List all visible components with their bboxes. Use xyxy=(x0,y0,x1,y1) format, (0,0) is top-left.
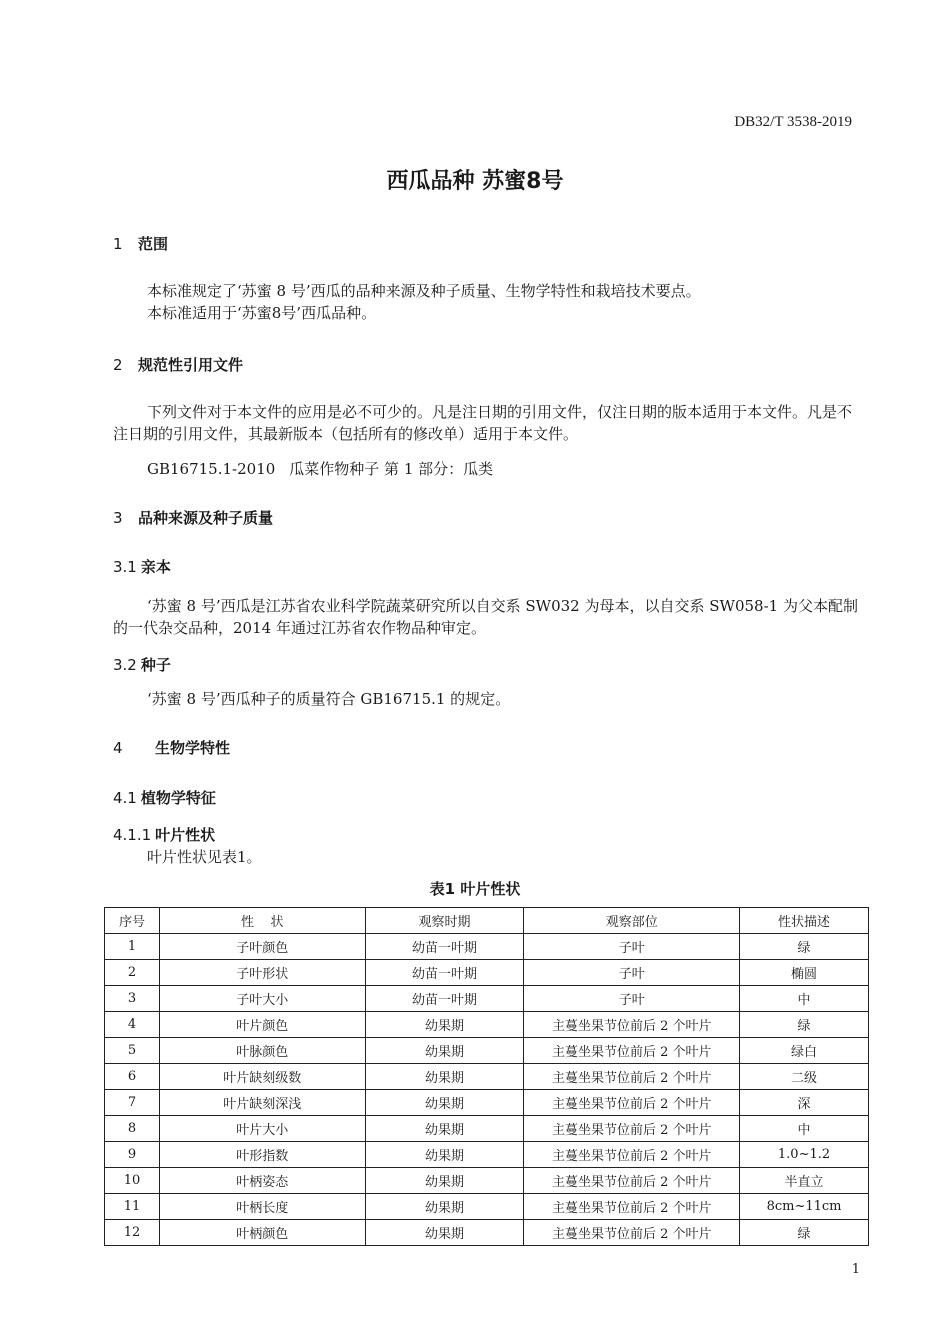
table-caption: 表1 叶片性状 xyxy=(429,880,521,898)
section-number: 2 xyxy=(113,356,123,374)
column-header: 序号 xyxy=(105,908,160,934)
table-cell: 深 xyxy=(740,1090,869,1116)
table-cell: 6 xyxy=(105,1064,160,1090)
table-cell: 11 xyxy=(105,1194,160,1220)
table-cell: 1.0~1.2 xyxy=(740,1142,869,1168)
table-cell: 幼果期 xyxy=(365,1038,524,1064)
table-cell: 中 xyxy=(740,986,869,1012)
table-cell: 叶片大小 xyxy=(159,1116,365,1142)
table-row xyxy=(105,1038,869,1064)
normative-reference xyxy=(147,458,507,479)
table-row xyxy=(105,1142,869,1168)
table-cell: 主蔓坐果节位前后 2 个叶片 xyxy=(524,1194,740,1220)
table-cell: 主蔓坐果节位前后 2 个叶片 xyxy=(524,1116,740,1142)
table-cell: 幼苗一叶期 xyxy=(365,960,524,986)
table-cell: 幼果期 xyxy=(365,1116,524,1142)
table-cell: 1 xyxy=(105,934,160,960)
table-cell: 2 xyxy=(105,960,160,986)
table-cell: 9 xyxy=(105,1142,160,1168)
section-4-1-heading xyxy=(113,787,216,808)
table-cell: 叶柄长度 xyxy=(159,1194,365,1220)
table-row xyxy=(105,986,869,1012)
table-cell: 中 xyxy=(740,1116,869,1142)
section-3-1-heading xyxy=(113,556,171,577)
table-cell: 12 xyxy=(105,1220,160,1246)
table-cell: 幼果期 xyxy=(365,1012,524,1038)
table-cell: 叶形指数 xyxy=(159,1142,365,1168)
table-row xyxy=(105,1064,869,1090)
table-cell: 子叶 xyxy=(524,934,740,960)
section-4-1-1-heading xyxy=(113,824,215,845)
section-2-heading xyxy=(113,354,243,375)
table-cell: 叶柄颜色 xyxy=(159,1220,365,1246)
table-cell: 主蔓坐果节位前后 2 个叶片 xyxy=(524,1142,740,1168)
section-title: 亲本 xyxy=(140,558,171,576)
table-cell: 子叶大小 xyxy=(159,986,365,1012)
table-cell: 叶片缺刻级数 xyxy=(159,1064,365,1090)
table-cell: 叶片颜色 xyxy=(159,1012,365,1038)
section-4-1-1-paragraph: 叶片性状见表1。 xyxy=(147,848,262,866)
table-cell: 二级 xyxy=(740,1064,869,1090)
table-cell: 主蔓坐果节位前后 2 个叶片 xyxy=(524,1168,740,1194)
table-cell: 幼苗一叶期 xyxy=(365,934,524,960)
table-cell: 5 xyxy=(105,1038,160,1064)
section-3-1-paragraph: ‘苏蜜 8 号’西瓜是江苏省农业科学院蔬菜研究所以自交系 SW032 为母本，以自交系 SW058-1 为父本配制的一代杂交品种，2014 年通过江苏省农作物品种审定。 xyxy=(113,597,858,637)
table-cell: 幼果期 xyxy=(365,1220,524,1246)
section-3-2-paragraph: ‘苏蜜 8 号’西瓜种子的质量符合 GB16715.1 的规定。 xyxy=(147,690,511,708)
standard-code: DB32/T 3538-2019 xyxy=(734,114,852,130)
table-cell: 8 xyxy=(105,1116,160,1142)
table-cell: 主蔓坐果节位前后 2 个叶片 xyxy=(524,1038,740,1064)
table-cell: 子叶颜色 xyxy=(159,934,365,960)
table-cell: 绿 xyxy=(740,934,869,960)
table-cell: 幼果期 xyxy=(365,1142,524,1168)
column-header: 性 状 xyxy=(159,908,365,934)
table-cell: 半直立 xyxy=(740,1168,869,1194)
table-row xyxy=(105,1116,869,1142)
section-1-paragraph-2: 本标准适用于‘苏蜜8号’西瓜品种。 xyxy=(147,304,377,322)
section-number: 3 xyxy=(113,509,123,527)
table-cell: 子叶 xyxy=(524,986,740,1012)
table-cell: 幼果期 xyxy=(365,1064,524,1090)
table-cell: 幼果期 xyxy=(365,1168,524,1194)
table-cell: 主蔓坐果节位前后 2 个叶片 xyxy=(524,1090,740,1116)
table-cell: 绿白 xyxy=(740,1038,869,1064)
table-header-row xyxy=(105,908,869,934)
table-cell: 主蔓坐果节位前后 2 个叶片 xyxy=(524,1012,740,1038)
section-title: 植物学特征 xyxy=(140,789,216,807)
table-cell: 叶柄姿态 xyxy=(159,1168,365,1194)
table-cell: 3 xyxy=(105,986,160,1012)
reference-title: 瓜菜作物种子 第 1 部分：瓜类 xyxy=(289,460,494,478)
table-cell: 幼果期 xyxy=(365,1194,524,1220)
table-cell: 绿 xyxy=(740,1012,869,1038)
section-4-heading xyxy=(113,737,230,758)
table-row xyxy=(105,1168,869,1194)
table-cell: 子叶形状 xyxy=(159,960,365,986)
section-number: 4 xyxy=(113,739,123,757)
leaf-traits-table xyxy=(104,907,869,1246)
table-cell: 幼苗一叶期 xyxy=(365,986,524,1012)
table-cell: 4 xyxy=(105,1012,160,1038)
reference-code: GB16715.1-2010 xyxy=(147,460,276,478)
section-title: 生物学特性 xyxy=(155,739,231,757)
section-3-2-heading xyxy=(113,654,171,675)
table-cell: 8cm~11cm xyxy=(740,1194,869,1220)
table-row xyxy=(105,934,869,960)
section-1-heading xyxy=(113,233,168,254)
table-row xyxy=(105,1194,869,1220)
table-cell: 主蔓坐果节位前后 2 个叶片 xyxy=(524,1064,740,1090)
section-3-heading xyxy=(113,507,273,528)
column-header: 性状描述 xyxy=(740,908,869,934)
section-1-paragraph-1: 本标准规定了‘苏蜜 8 号’西瓜的品种来源及种子质量、生物学特性和栽培技术要点。 xyxy=(147,282,701,300)
section-title: 规范性引用文件 xyxy=(138,356,244,374)
section-title: 范围 xyxy=(138,235,169,253)
document-title: 西瓜品种 苏蜜8号 xyxy=(386,169,564,194)
table-row xyxy=(105,960,869,986)
section-title: 叶片性状 xyxy=(155,826,216,844)
table-cell: 椭圆 xyxy=(740,960,869,986)
section-number: 3.2 xyxy=(113,656,137,674)
column-header: 观察时期 xyxy=(365,908,524,934)
table-cell: 主蔓坐果节位前后 2 个叶片 xyxy=(524,1220,740,1246)
column-header: 观察部位 xyxy=(524,908,740,934)
table-row xyxy=(105,1220,869,1246)
section-number: 4.1 xyxy=(113,789,137,807)
table-row xyxy=(105,1012,869,1038)
table-cell: 子叶 xyxy=(524,960,740,986)
table-cell: 叶片缺刻深浅 xyxy=(159,1090,365,1116)
table-row xyxy=(105,1090,869,1116)
section-title: 品种来源及种子质量 xyxy=(138,509,274,527)
page-number: 1 xyxy=(851,1262,860,1277)
section-number: 3.1 xyxy=(113,558,137,576)
table-cell: 叶脉颜色 xyxy=(159,1038,365,1064)
section-title: 种子 xyxy=(140,656,171,674)
section-number: 1 xyxy=(113,235,123,253)
table-cell: 10 xyxy=(105,1168,160,1194)
table-cell: 7 xyxy=(105,1090,160,1116)
table-cell: 绿 xyxy=(740,1220,869,1246)
table-cell: 幼果期 xyxy=(365,1090,524,1116)
section-number: 4.1.1 xyxy=(113,826,152,844)
section-2-paragraph: 下列文件对于本文件的应用是必不可少的。凡是注日期的引用文件，仅注日期的版本适用于本文件。凡是不注日期的引用文件，其最新版本（包括所有的修改单）适用于本文件。 xyxy=(113,403,853,443)
